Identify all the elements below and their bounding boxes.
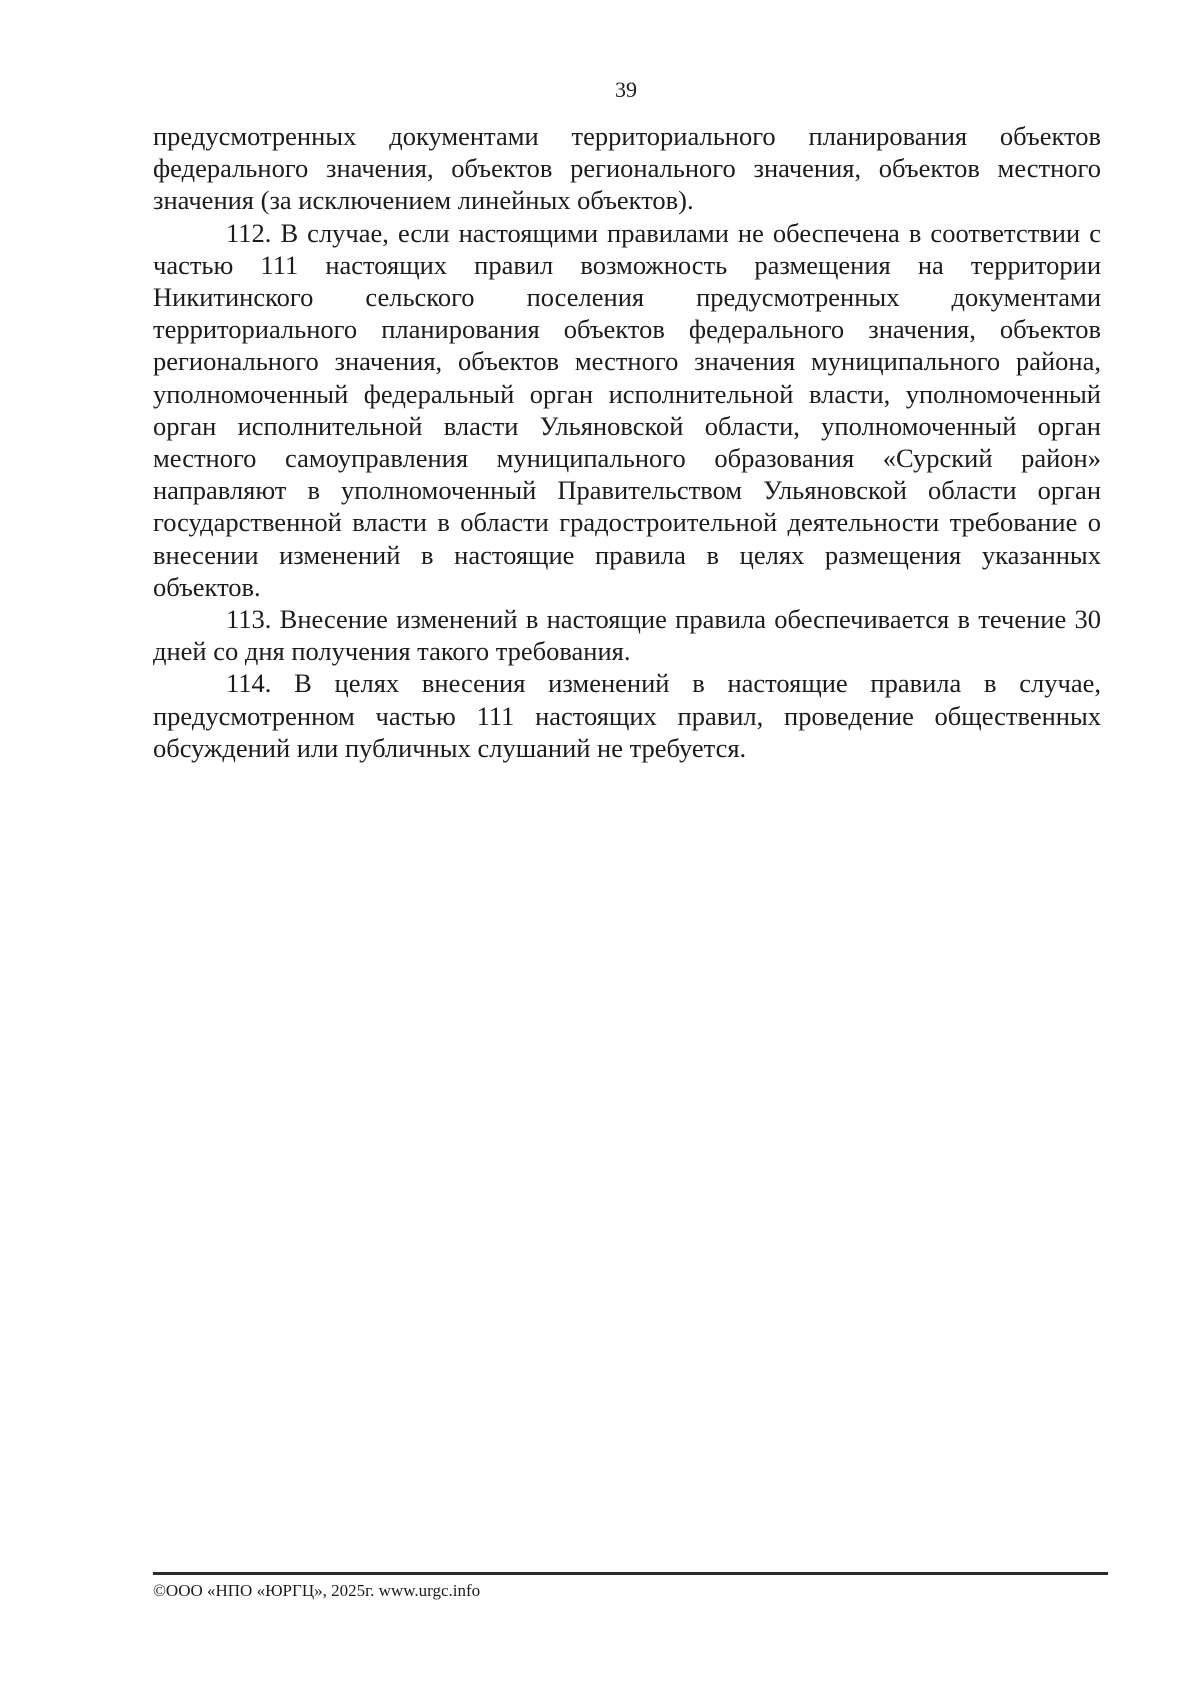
footer-copyright: ©ООО «НПО «ЮРГЦ», 2025г. www.urgc.info [153, 1581, 481, 1600]
paragraph-112: 112. В случае, если настоящими правилами не обеспечена в соответствии с частью 111 настоящих правил возможность размещения на территории Никитинского сельского поселения предусмотренных документами территориального планирования объектов федерального значения, объектов регионального значения, объектов местного значения муниципального района, уполномоченный федеральный орган исполнительной власти, уполномоченный орган исполнительной власти Ульяновской области, уполномоченный орган местного самоуправления муниципального образования «Сурский район» направляют в уполномоченный Правительством Ульяновской области орган государственной власти в области градостроительной деятельности требование о внесении изменений в настоящие правила в целях размещения указанных объектов. [153, 217, 1101, 602]
paragraph-114: 114. В целях внесения изменений в настоящие правила в случае, предусмотренном частью 111 настоящих правил, проведение общественных обсуждений или публичных слушаний не требуется. [153, 668, 1101, 763]
paragraph-continuation: предусмотренных документами территориального планирования объектов федерального значения, объектов регионального значения, объектов местного значения (за исключением линейных объектов). [153, 121, 1101, 216]
document-body [153, 120, 1101, 764]
paragraph-113: 113. Внесение изменений в настоящие правила обеспечивается в течение 30 дней со дня получения такого требования. [153, 604, 1101, 667]
footer-divider [153, 1572, 1108, 1575]
page-number: 39 [615, 77, 637, 102]
